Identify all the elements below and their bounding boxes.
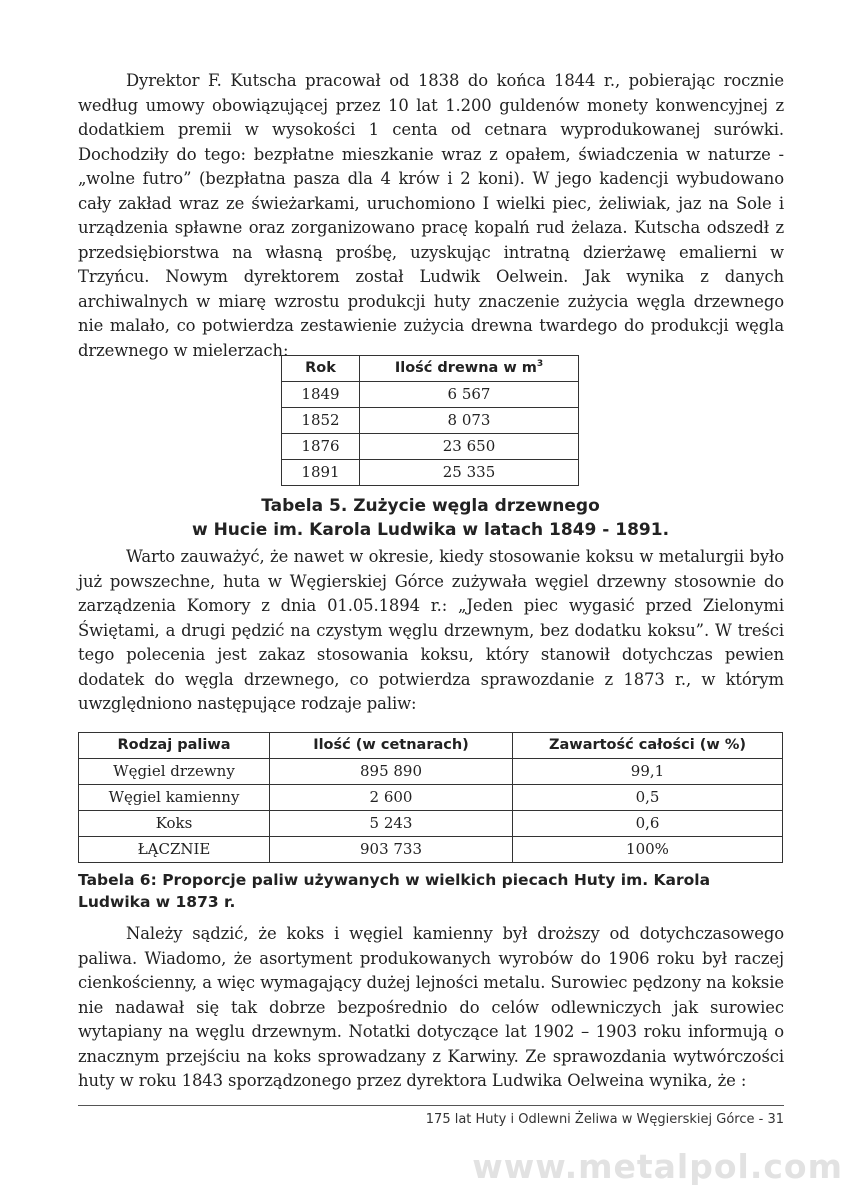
header-wood-amount-exponent: 3 <box>536 359 544 370</box>
cell-amount: 2 600 <box>270 785 513 811</box>
paragraph-coke-price: Należy sądzić, że koks i węgiel kamienny był droższy od dotychczasowego paliwa. Wiadomo, że asortyment produkowanych wyrobów do 1906 roku był raczej cienkościenny, a więc wymagający dużej lejności metalu. Surowiec pędzony na koksie nie nadawał się tak dobrze bezpośrednio do celów odlewniczych jak surowiec wytapiany na węglu drzewnym. Notatki dotyczące lat 1902 – 1903 roku informują o znacznym przejściu na koks sprowadzany z Karwiny. Ze sprawozdania wytwórczości huty w roku 1843 sporządzonego przez dyrektora Ludwika Oelweina wynika, że : <box>78 924 784 1090</box>
header-amount: Ilość (w cetnarach) <box>270 733 513 759</box>
table-row <box>79 759 783 785</box>
table-fuel-proportions <box>78 732 783 863</box>
table-row <box>282 460 579 486</box>
cell-wood-amount: 23 650 <box>360 434 579 460</box>
header-wood-amount-label: Ilość drewna w m <box>394 360 537 376</box>
footer-divider <box>78 1105 784 1106</box>
cell-year: 1876 <box>282 434 360 460</box>
table-row <box>282 408 579 434</box>
table5-caption-line2: w Hucie im. Karola Ludwika w latach 1849 - 1891. <box>191 520 670 540</box>
cell-year: 1852 <box>282 408 360 434</box>
table5-caption <box>100 494 761 542</box>
cell-year: 1891 <box>282 460 360 486</box>
table-header-row <box>282 356 579 382</box>
cell-fuel-type: Koks <box>79 811 270 837</box>
table-header-row <box>79 733 783 759</box>
cell-share: 0,5 <box>513 785 783 811</box>
header-share: Zawartość całości (w %) <box>513 733 783 759</box>
table-row-total <box>79 837 783 863</box>
cell-amount: 903 733 <box>270 837 513 863</box>
cell-wood-amount: 6 567 <box>360 382 579 408</box>
cell-fuel-type: Węgiel kamienny <box>79 785 270 811</box>
table-row <box>79 811 783 837</box>
watermark: www.metalpol.com <box>472 1147 843 1186</box>
table-row <box>282 434 579 460</box>
table-row <box>282 382 579 408</box>
header-fuel-type: Rodzaj paliwa <box>79 733 270 759</box>
paragraph-coke-usage: Warto zauważyć, że nawet w okresie, kiedy stosowanie koksu w metalurgii było już powszechne, huta w Węgierskiej Górce zużywała węgiel drzewny stosownie do zarządzenia Komory z dnia 01.05.1894 r.: „Jeden piec wygasić przed Zielonymi Świętami, a drugi pędzić na czystym węglu drzewnym, bez dodatku koksu”. W treści tego polecenia jest zakaz stosowania koksu, który stanowił dotychczas pewien dodatek do węgla drzewnego, co potwierdza sprawozdanie z 1873 r., w którym uwzględniono następujące rodzaje paliw: <box>78 547 784 713</box>
cell-year: 1849 <box>282 382 360 408</box>
cell-share: 99,1 <box>513 759 783 785</box>
cell-share: 0,6 <box>513 811 783 837</box>
header-year: Rok <box>282 356 360 382</box>
table5-caption-line1: Tabela 5. Zużycie węgla drzewnego <box>261 496 600 516</box>
table-row <box>79 785 783 811</box>
table-wood-consumption <box>281 355 579 486</box>
page-footer: 175 lat Huty i Odlewni Żeliwa w Węgierskiej Górce - 31 <box>425 1112 784 1127</box>
cell-amount: 5 243 <box>270 811 513 837</box>
cell-wood-amount: 25 335 <box>360 460 579 486</box>
cell-wood-amount: 8 073 <box>360 408 579 434</box>
cell-amount: 895 890 <box>270 759 513 785</box>
table6-caption: Tabela 6: Proporcje paliw używanych w wielkich piecach Huty im. Karola Ludwika w 1873 r. <box>78 871 711 911</box>
paragraph-director-kutscha: Dyrektor F. Kutscha pracował od 1838 do końca 1844 r., pobierając rocznie według umowy obowiązującej przez 10 lat 1.200 guldenów monety konwencyjnej z dodatkiem premii w wysokości 1 centa od cetnara wyprodukowanej surówki. Dochodziły do tego: bezpłatne mieszkanie wraz z opałem, świadczenia w naturze - „wolne futro” (bezpłatna pasza dla 4 krów i 2 koni). W jego kadencji wybudowano cały zakład wraz ze świeżarkami, uruchomiono I wielki piec, żeliwiak, jaz na Sole i urządzenia spławne oraz zorganizowano pracę kopalń rud żelaza. Kutscha odszedł z przedsiębiorstwa na własną prośbę, uzyskując intratną dzierżawę emalierni w Trzyńcu. Nowym dyrektorem został Ludwik Oelwein. Jak wynika z danych archiwalnych w miarę wzrostu produkcji huty znaczenie zużycia węgla drzewnego nie malało, co potwierdza zestawienie zużycia drewna twardego do produkcji węgla drzewnego w mielerzach: <box>78 71 784 360</box>
cell-fuel-type: ŁĄCZNIE <box>79 837 270 863</box>
cell-share: 100% <box>513 837 783 863</box>
cell-fuel-type: Węgiel drzewny <box>79 759 270 785</box>
header-wood-amount <box>360 356 579 382</box>
